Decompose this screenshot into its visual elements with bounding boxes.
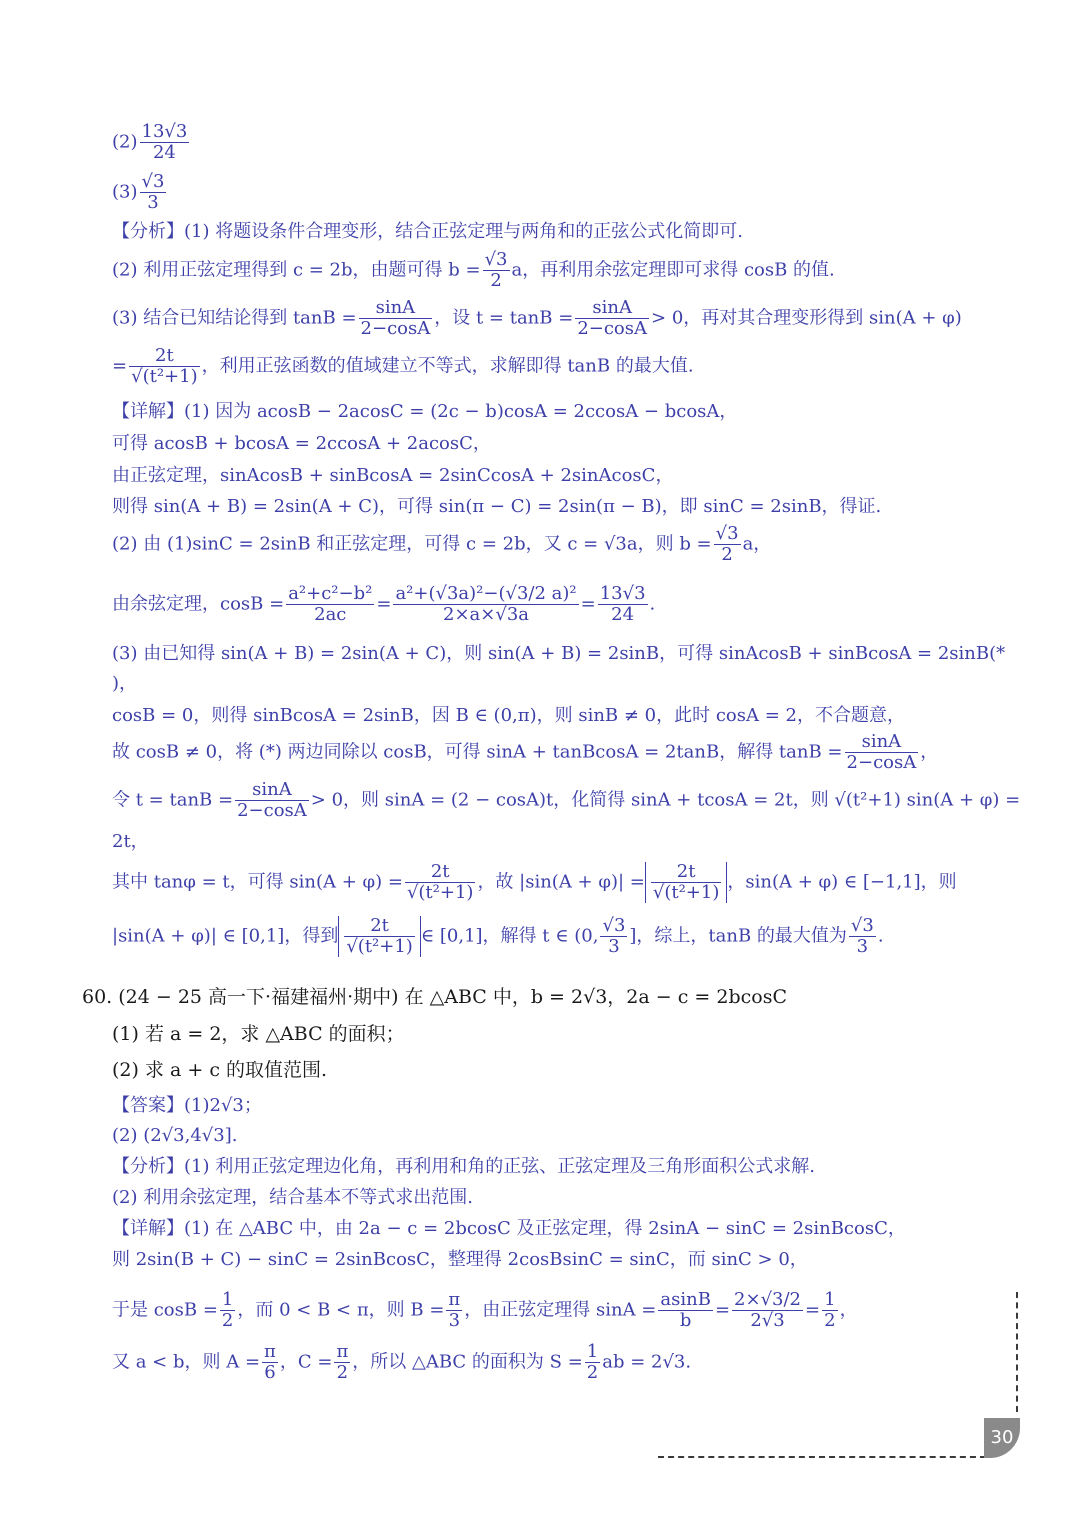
absolute-value xyxy=(338,916,421,957)
fraction: $\frac{2\times√3/2}{2√3}$ xyxy=(734,1289,802,1331)
page-corner-dashed-horizontal xyxy=(658,1456,986,1458)
detail-line-2: 可得 acosB + bcosA = 2ccosA + 2acosC， xyxy=(112,433,491,454)
fraction: $\frac{√3}{3}$ xyxy=(141,171,165,213)
answer-2-label: (2) xyxy=(112,131,138,153)
analysis-line-4: = $\frac{2t}{\text{√(t²+1)}}$ ，利用正弦函数的值域建立不等式，求解即得 tanB 的最大值. xyxy=(112,345,694,387)
detail60-line-2: 则 2sin(B + C) − sinC = 2sinBcosC，整理得 2cosBsinC = sinC，而 sinC > 0， xyxy=(112,1249,808,1270)
detail-line-10: 故 cosB ≠ 0，将 (*) 两边同除以 cosB，可得 sinA + tanBcosA = 2tanB，解得 tanB = $\frac{\sin A}{2-\cos A}$ ， xyxy=(112,731,939,773)
analysis-line-1: 【分析】(1) 将题设条件合理变形，结合正弦定理与两角和的正弦公式化简即可. xyxy=(112,221,743,242)
fraction: $\frac{\pi}{3}$ xyxy=(448,1289,461,1331)
fraction: $\frac{2t}{\text{√(t²+1)}}$ xyxy=(346,915,413,957)
detail-line-5: (2) 由 (1)sinC = 2sinB 和正弦定理，可得 c = 2b，又 c = √3a，则 b = $\frac{√3}{2}$ a， xyxy=(112,523,772,565)
answer60-line-1: 【答案】(1)2√3； xyxy=(112,1095,262,1116)
fraction: $\frac{√3}{2}$ xyxy=(484,249,508,291)
fraction: $\frac{√3}{3}$ xyxy=(602,915,626,957)
answer-2 xyxy=(112,122,191,163)
fraction: $\frac{\sin A}{2-\cos A}$ xyxy=(577,297,648,339)
detail-line-6: 由余弦定理，cosB = $\frac{\text{a²+c²−b²}}{2ac}$ = $\frac{\text{a²+(√3a)²−(√3/2 a)²}}{2\times a\times√3a}$ = $\frac{13√3}{24}$ . xyxy=(112,583,656,625)
problem-60-q2: (2) 求 a + c 的取值范围. xyxy=(112,1059,328,1081)
detail-line-14: |sin(A + φ)| ∈ [0,1]，得到 $\frac{2t}{\text{√(t²+1)}}$ ∈ [0,1]，解得 t ∈ (0, $\frac{√3}{3}$ ]，综上，tanB 的最大值为 $\frac{√3}{3}$ . xyxy=(112,915,884,957)
answer60-line-2: (2) (2√3,4√3]. xyxy=(112,1125,238,1146)
fraction: $\frac{13√3}{24}$ xyxy=(599,583,646,625)
detail-line-12: 2t， xyxy=(112,831,149,852)
absolute-value xyxy=(645,862,728,903)
fraction: $\frac{\sin A}{2-\cos A}$ xyxy=(237,779,307,821)
fraction: $\frac{1}{2}$ xyxy=(824,1289,836,1331)
detail-line-11: 令 t = tanB = $\frac{\sin A}{2-\cos A}$ > 0，则 sinA = (2 − cosA)t，化简得 sinA + tcosA = 2t，则 √(t²+1) sin(A + φ) = xyxy=(112,779,1021,821)
fraction: $\frac{√3}{3}$ xyxy=(850,915,874,957)
detail-line-4: 则得 sin(A + B) = 2sin(A + C)，可得 sin(π − C) = 2sin(π − B)，即 sinC = 2sinB，得证. xyxy=(112,496,882,517)
analysis60-line-2: (2) 利用余弦定理，结合基本不等式求出范围. xyxy=(112,1187,473,1208)
fraction: $\frac{\sin A}{2-\cos A}$ xyxy=(846,731,917,773)
answer-3-label: (3) xyxy=(112,181,138,203)
answer-3 xyxy=(112,172,168,213)
fraction: $\frac{2t}{\text{√(t²+1)}}$ xyxy=(131,345,198,387)
fraction: $\frac{2t}{\text{√(t²+1)}}$ xyxy=(406,861,474,903)
page-corner-dashed-vertical xyxy=(1016,1292,1018,1412)
detail-line-1: 【详解】(1) 因为 acosB − 2acosC = (2c − b)cosA = 2ccosA − bcosA， xyxy=(112,401,738,422)
problem-60-stem: 60. (24 − 25 高一下·福建福州·期中) 在 △ABC 中，b = 2√3，2a − c = 2bcosC xyxy=(82,986,787,1008)
fraction: $\frac{asinB}{b}$ xyxy=(660,1289,711,1331)
analysis-line-2: (2) 利用正弦定理得到 c = 2b，由题可得 b = $\frac{√3}{2}$ a，再利用余弦定理即可求得 cosB 的值. xyxy=(112,249,835,291)
fraction: $\frac{\sin A}{2-\cos A}$ xyxy=(360,297,431,339)
fraction: $\frac{\pi}{2}$ xyxy=(336,1341,349,1383)
detail60-line-4: 又 a < b，则 A = $\frac{\pi}{6}$ ，C = $\frac{\pi}{2}$ ，所以 △ABC 的面积为 S = $\frac{1}{2}$ ab = 2√3. xyxy=(112,1341,692,1383)
analysis60-line-1: 【分析】(1) 利用正弦定理边化角，再利用和角的正弦、正弦定理及三角形面积公式求解. xyxy=(112,1156,815,1177)
page-number: 30 xyxy=(984,1418,1020,1458)
analysis-line-3: (3) 结合已知结论得到 tanB = $\frac{\sin A}{2-\cos A}$ ，设 t = tanB = $\frac{\sin A}{2-\cos A}$ > 0，再对其合理变形得到 sin(A + φ) xyxy=(112,297,962,339)
detail-line-13: 其中 tanφ = t，可得 sin(A + φ) = $\frac{2t}{\text{√(t²+1)}}$ ，故 |sin(A + φ)| = $\frac{2t}{\text{√(t²+1)}}$ ，sin(A + φ) ∈ [−1,1]，则 xyxy=(112,861,957,903)
detail-line-8: )， xyxy=(112,673,138,694)
problem-60-q1: (1) 若 a = 2，求 △ABC 的面积； xyxy=(112,1023,405,1045)
fraction: $\frac{\text{a²+c²−b²}}{2ac}$ xyxy=(288,583,373,625)
fraction: $\frac{1}{2}$ xyxy=(586,1341,599,1383)
detail-line-3: 由正弦定理，sinAcosB + sinBcosA = 2sinCcosA + 2sinAcosC， xyxy=(112,465,674,486)
detail60-line-3: 于是 cosB = $\frac{1}{2}$ ，而 0 < B < π，则 B = $\frac{\pi}{3}$ ，由正弦定理得 sinA = $\frac{asinB}{b}$ = $\frac{2\times√3/2}{2√3}$ = $\frac{1}{2}$ ， xyxy=(112,1289,858,1331)
fraction: $\frac{\pi}{6}$ xyxy=(264,1341,276,1383)
detail60-line-1: 【详解】(1) 在 △ABC 中，由 2a − c = 2bcosC 及正弦定理，得 2sinA − sinC = 2sinBcosC， xyxy=(112,1218,906,1239)
detail-line-9: cosB = 0，则得 sinBcosA = 2sinB，因 B ∈ (0,π)，则 sinB ≠ 0，此时 cosA = 2，不合题意， xyxy=(112,705,905,726)
fraction: $\frac{√3}{2}$ xyxy=(715,523,739,565)
fraction: $\frac{13√3}{24}$ xyxy=(141,121,188,163)
fraction: $\frac{\text{a²+(√3a)²−(√3/2 a)²}}{2\times a\times√3a}$ xyxy=(395,583,577,625)
fraction: $\frac{2t}{\text{√(t²+1)}}$ xyxy=(652,861,720,903)
fraction: $\frac{1}{2}$ xyxy=(221,1289,234,1331)
detail-line-7: (3) 由已知得 sin(A + B) = 2sin(A + C)，则 sin(A + B) = 2sinB，可得 sinAcosB + sinBcosA = 2sinB(* xyxy=(112,643,1006,664)
